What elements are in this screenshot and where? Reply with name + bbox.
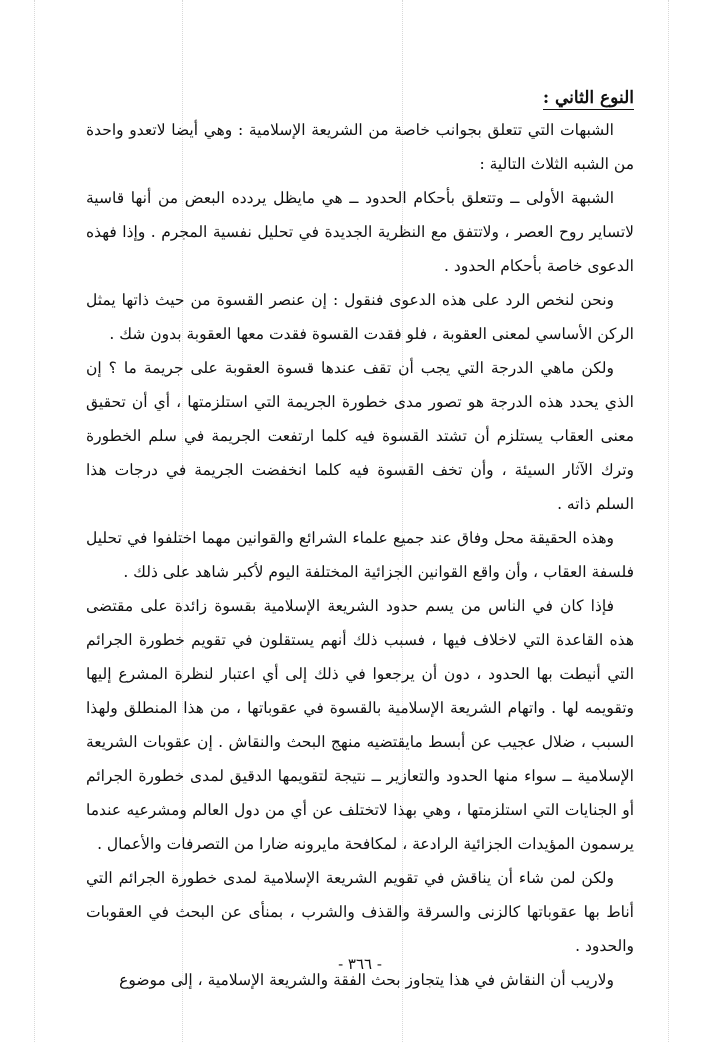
section-heading: النوع الثاني : [542, 88, 634, 108]
paragraph: الشبهة الأولى ــ وتتعلق بأحكام الحدود ــ هي مايظل يردده البعض من أنها قاسية لاتساير روح العصر ، ولاتتفق مع النظرية الجديدة في تحليل نفسية المجرم . وإذا فهذه الدعوى خاصة بأحكام الحدود . [86, 189, 634, 275]
paragraph: ولكن لمن شاء أن يناقش في تقويم الشريعة الإسلامية لمدى خطورة الجرائم التي أناط بها عقوباتها كالزنى والسرقة والقذف والشرب ، بمنأى عن البحث في العقوبات والحدود . [86, 869, 634, 955]
paragraph: وهذه الحقيقة محل وفاق عند جميع علماء الشرائع والقوانين مهما اختلفوا في تحليل فلسفة العقاب ، وأن واقع القوانين الجزائية المختلفة اليوم لأكبر شاهد على ذلك . [86, 529, 634, 581]
paragraph: ونحن لنخص الرد على هذه الدعوى فنقول : إن عنصر القسوة من حيث ذاتها يمثل الركن الأساسي لمعنى العقوبة ، فلو فقدت القسوة فقدت معها العقوبة بدون شك . [86, 291, 634, 343]
paragraph: ولكن ماهي الدرجة التي يجب أن تقف عندها قسوة العقوبة على جريمة ما ؟ إن الذي يحدد هذه الدرجة هو تصور مدى خطورة الجريمة التي استلزمتها ، أي أن تحقيق معنى العقاب يستلزم أن تشتد القسوة فيه كلما ارتفعت الجريمة في سلم الخطورة وترك الآثار السيئة ، وأن تخف القسوة فيه كلما انخفضت الجريمة في درجات هذا السلم ذاته . [86, 359, 634, 513]
page-body [86, 88, 634, 997]
page-number: - ٣٦٦ - [338, 955, 382, 973]
paragraph: الشبهات التي تتعلق بجوانب خاصة من الشريعة الإسلامية : وهي أيضا لاتعدو واحدة من الشبه الثلاث التالية : [86, 121, 634, 173]
paragraph: فإذا كان في الناس من يسم حدود الشريعة الإسلامية بقسوة زائدة على مقتضى هذه القاعدة التي لاخلاف فيها ، فسبب ذلك أنهم يستقلون في تقويم خطورة الجرائم التي أنيطت بها الحدود ، دون أن يرجعوا في ذلك إلى أي اعتبار لنظرة المشرع إليها وتقويمه لها . واتهام الشريعة الإسلامية بالقسوة في عقوباتها ، من هذا المنطلق ولهذا السبب ، ضلال عجيب عن أبسط مايقتضيه منهج البحث والنقاش . إن عقوبات الشريعة الإسلامية ــ سواء منها الحدود والتعازير ــ نتيجة لتقويمها الدقيق لمدى خطورة الجرائم أو الجنايات التي استلزمتها ، وهي بهذا لاتختلف عن أي من دول العالم ومشرعيه عندما يرسمون المؤيدات الجزائية الرادعة ، لمكافحة مايرونه ضارا من التصرفات والأعمال . [86, 597, 634, 853]
paragraph: ولاريب أن النقاش في هذا يتجاوز بحث الفقة والشريعة الإسلامية ، إلى موضوع [119, 971, 614, 989]
scan-fold-line [668, 0, 669, 1042]
scan-fold-line [34, 0, 35, 1042]
